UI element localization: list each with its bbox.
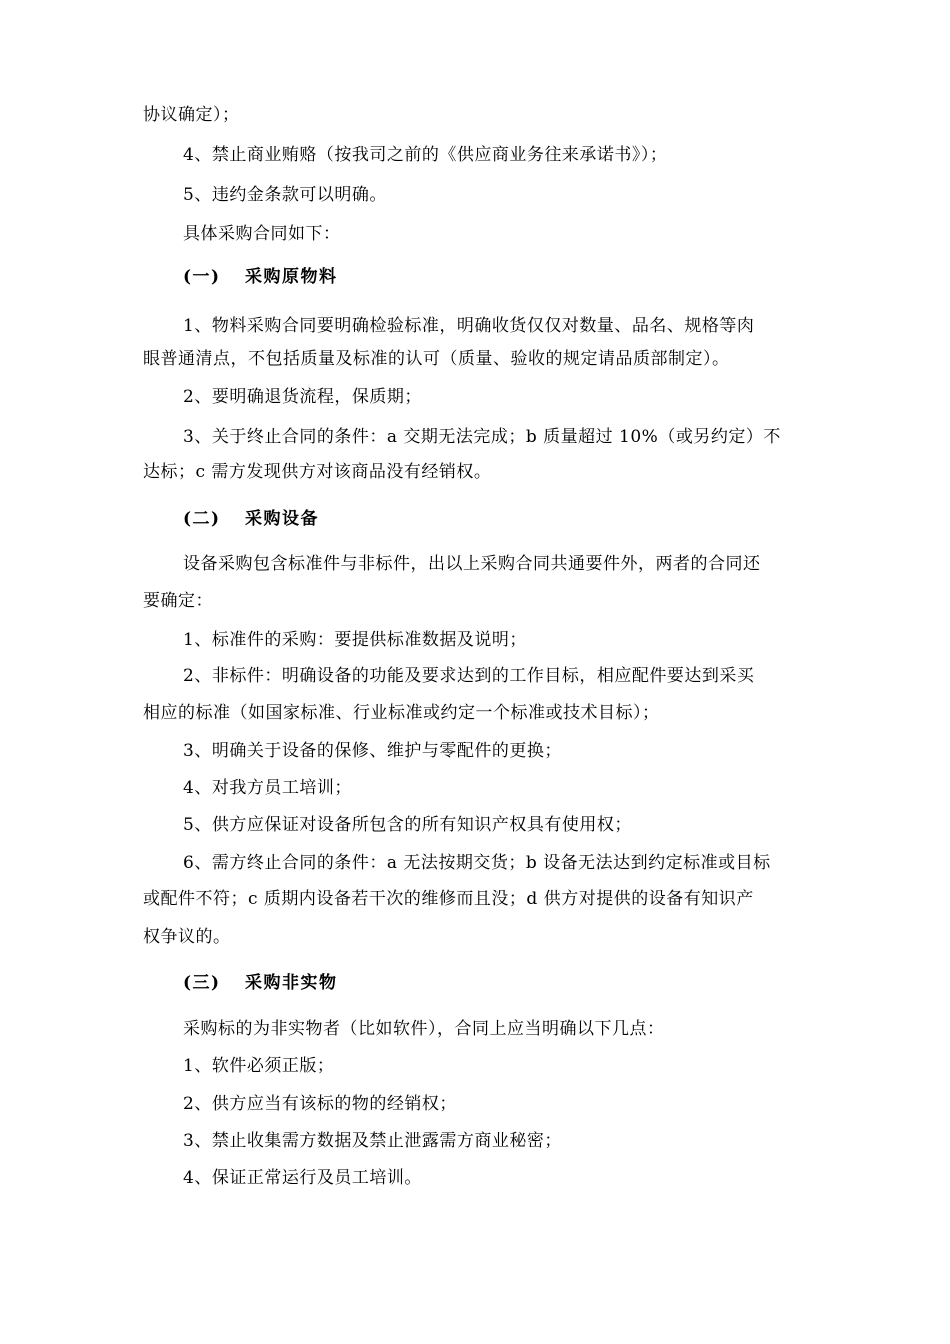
paragraph-line: 4、对我方员工培训； xyxy=(183,778,352,798)
paragraph-line: 3、明确关于设备的保修、维护与零配件的更换； xyxy=(183,741,562,761)
paragraph-line: 5、供方应保证对设备所包含的所有知识产权具有使用权； xyxy=(183,815,632,835)
paragraph-line: 要确定： xyxy=(143,591,213,611)
paragraph-line: 1、物料采购合同要明确检验标准，明确收货仅仅对数量、品名、规格等肉 xyxy=(183,316,755,336)
section-title: 采购设备 xyxy=(245,509,319,529)
section-heading xyxy=(183,266,338,288)
paragraph-line: 2、要明确退货流程，保质期； xyxy=(183,387,422,407)
paragraph-line: 协议确定）； xyxy=(143,105,240,125)
paragraph-line: 3、关于终止合同的条件：a 交期无法完成；b 质量超过 10%（或另约定）不 xyxy=(183,427,781,447)
section-number: (二) xyxy=(183,509,221,529)
paragraph-line: 1、标准件的采购：要提供标准数据及说明； xyxy=(183,630,527,650)
paragraph-line: 2、供方应当有该标的物的经销权； xyxy=(183,1094,457,1114)
paragraph-line: 采购标的为非实物者（比如软件），合同上应当明确以下几点： xyxy=(183,1019,665,1039)
section-title: 采购原物料 xyxy=(245,267,338,287)
paragraph-line: 眼普通清点，不包括质量及标准的认可（质量、验收的规定请品质部制定）。 xyxy=(143,349,730,369)
paragraph-line: 权争议的。 xyxy=(143,927,231,947)
paragraph-line: 6、需方终止合同的条件：a 无法按期交货；b 设备无法达到约定标准或目标 xyxy=(183,853,771,873)
paragraph-line: 5、违约金条款可以明确。 xyxy=(183,185,387,205)
section-number: (一) xyxy=(183,267,221,287)
paragraph-line: 相应的标准（如国家标准、行业标准或约定一个标准或技术目标）； xyxy=(143,703,660,723)
paragraph-line: 具体采购合同如下： xyxy=(183,224,341,244)
paragraph-line: 4、禁止商业贿赂（按我司之前的《供应商业务往来承诺书》）； xyxy=(183,145,668,165)
section-heading xyxy=(183,972,338,994)
section-title: 采购非实物 xyxy=(245,973,338,993)
paragraph-line: 4、保证正常运行及员工培训。 xyxy=(183,1168,422,1188)
paragraph-line: 2、非标件：明确设备的功能及要求达到的工作目标，相应配件要达到采买 xyxy=(183,666,755,686)
paragraph-line: 3、禁止收集需方数据及禁止泄露需方商业秘密； xyxy=(183,1131,562,1151)
paragraph-line: 达标；c 需方发现供方对该商品没有经销权。 xyxy=(143,462,492,482)
paragraph-line: 设备采购包含标准件与非标件，出以上采购合同共通要件外，两者的合同还 xyxy=(183,554,761,574)
paragraph-line: 或配件不符；c 质期内设备若干次的维修而且没；d 供方对提供的设备有知识产 xyxy=(143,889,754,909)
section-number: (三) xyxy=(183,973,221,993)
section-heading xyxy=(183,508,319,530)
paragraph-line: 1、软件必须正版； xyxy=(183,1056,335,1076)
